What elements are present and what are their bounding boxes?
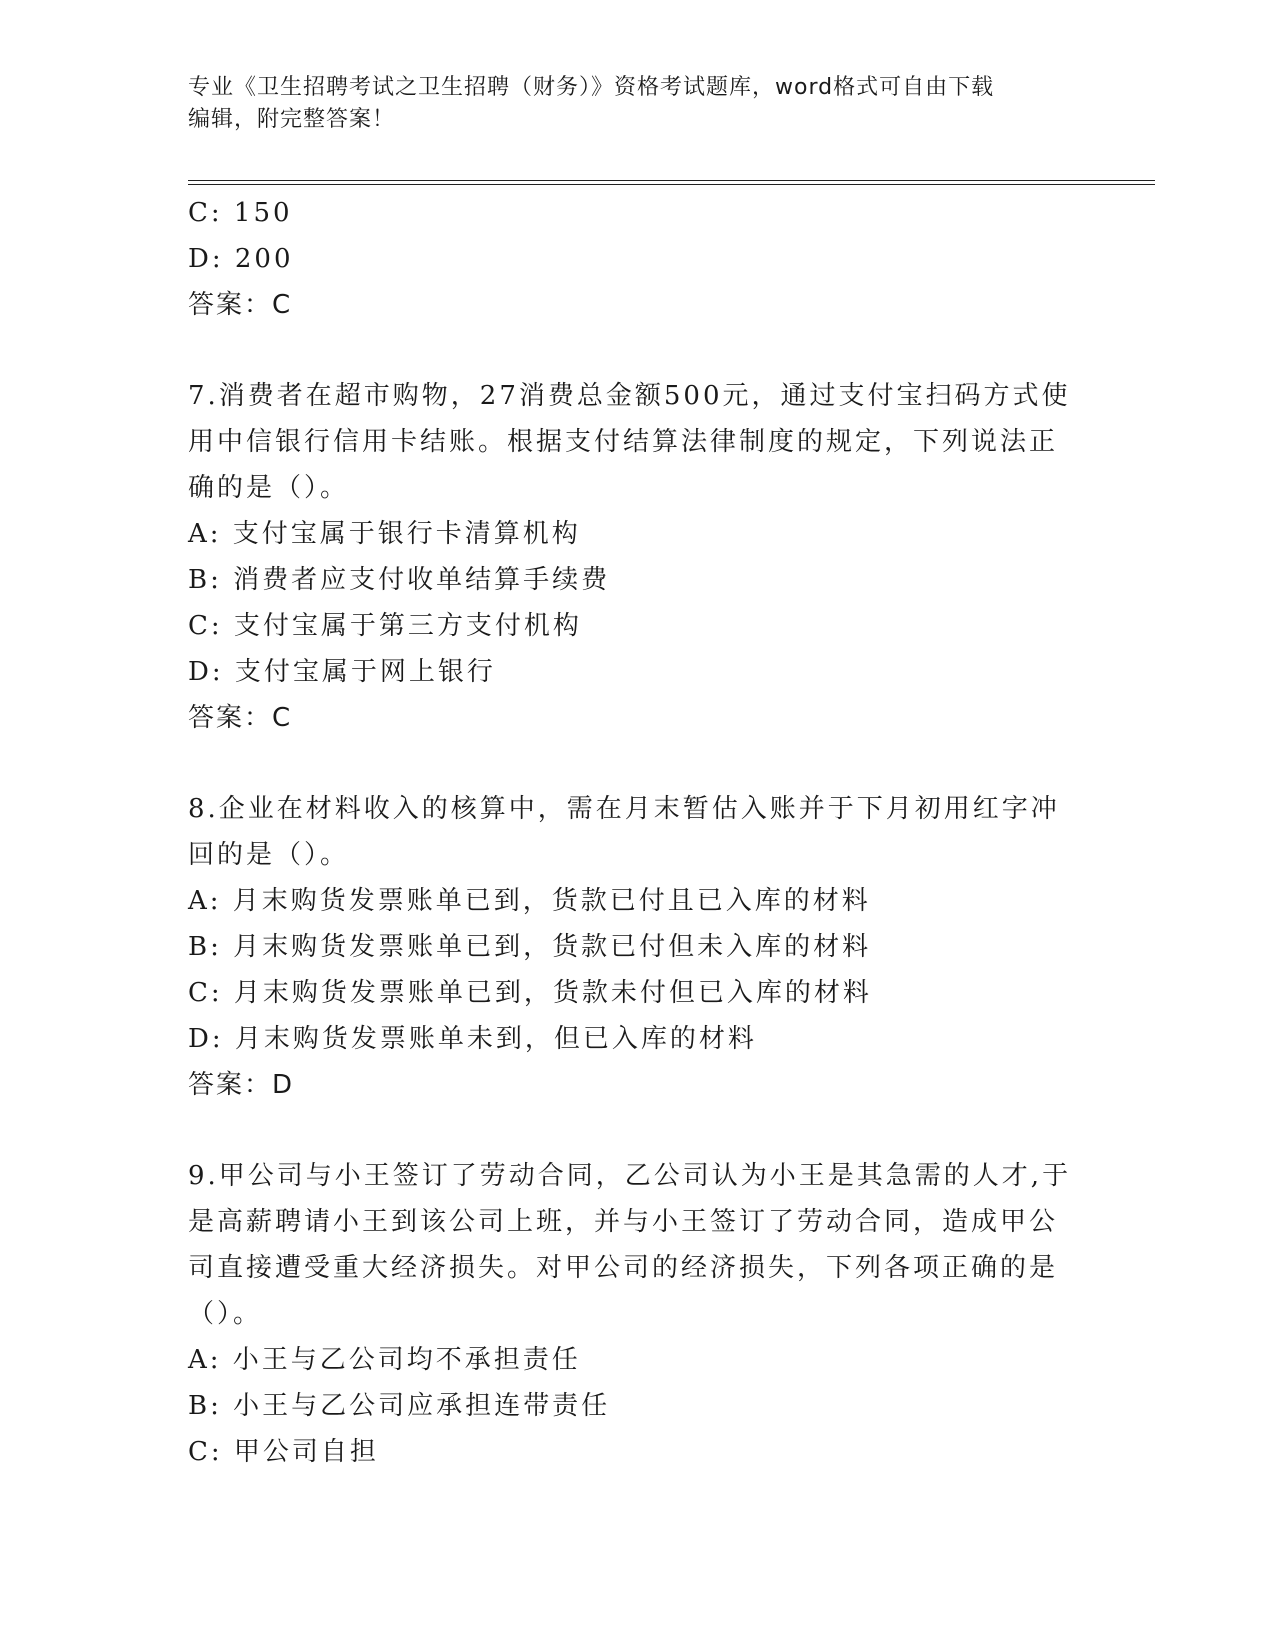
option-d: D: 200 xyxy=(188,244,294,274)
option-a: A: 月末购货发票账单已到，货款已付且已入库的材料 xyxy=(188,886,871,916)
question-8 xyxy=(188,786,1088,1108)
answer-line: 答案：D xyxy=(188,1070,295,1100)
spacer xyxy=(188,741,1088,786)
question-text-line: 8.企业在材料收入的核算中，需在月末暂估入账并于下月初用红字冲 xyxy=(188,794,1060,824)
question-9 xyxy=(188,1153,1088,1475)
option-b: B: 月末购货发票账单已到，货款已付但未入库的材料 xyxy=(188,932,872,962)
document-header xyxy=(188,72,1068,136)
answer-line: 答案：C xyxy=(188,290,293,320)
question-text-line: 回的是（）。 xyxy=(188,840,350,870)
option-d: D: 月末购货发票账单未到，但已入库的材料 xyxy=(188,1024,757,1054)
option-d: D: 支付宝属于网上银行 xyxy=(188,657,496,687)
header-line-1: 专业《卫生招聘考试之卫生招聘（财务）》资格考试题库，word格式可自由下载 xyxy=(188,75,995,100)
option-c: C: 月末购货发票账单已到，货款未付但已入库的材料 xyxy=(188,978,872,1008)
option-a: A: 小王与乙公司均不承担责任 xyxy=(188,1345,581,1375)
question-text-line: 确的是（）。 xyxy=(188,473,350,503)
option-c: C: 150 xyxy=(188,198,293,228)
question-7 xyxy=(188,373,1088,741)
header-line-2: 编辑，附完整答案！ xyxy=(188,107,396,132)
question-text-line: 7.消费者在超市购物，27消费总金额500元，通过支付宝扫码方式使 xyxy=(188,381,1071,411)
question-text-line: （）。 xyxy=(188,1299,263,1329)
option-b: B: 消费者应支付收单结算手续费 xyxy=(188,565,611,595)
question-list xyxy=(188,190,1088,1475)
question-text-line: 用中信银行信用卡结账。根据支付结算法律制度的规定，下列说法正 xyxy=(188,427,1059,457)
spacer xyxy=(188,1108,1088,1153)
spacer xyxy=(188,328,1088,373)
header-divider-top xyxy=(188,180,1155,181)
header-divider-bottom xyxy=(188,184,1155,185)
question-6-tail xyxy=(188,190,1088,328)
question-text-line: 司直接遭受重大经济损失。对甲公司的经济损失，下列各项正确的是 xyxy=(188,1253,1059,1283)
option-c: C: 甲公司自担 xyxy=(188,1437,379,1467)
question-text-line: 9.甲公司与小王签订了劳动合同，乙公司认为小王是其急需的人才,于 xyxy=(188,1161,1072,1191)
option-b: B: 小王与乙公司应承担连带责任 xyxy=(188,1391,611,1421)
option-a: A: 支付宝属于银行卡清算机构 xyxy=(188,519,581,549)
answer-line: 答案：C xyxy=(188,703,293,733)
option-c: C: 支付宝属于第三方支付机构 xyxy=(188,611,582,641)
question-text-line: 是高薪聘请小王到该公司上班，并与小王签订了劳动合同，造成甲公 xyxy=(188,1207,1059,1237)
